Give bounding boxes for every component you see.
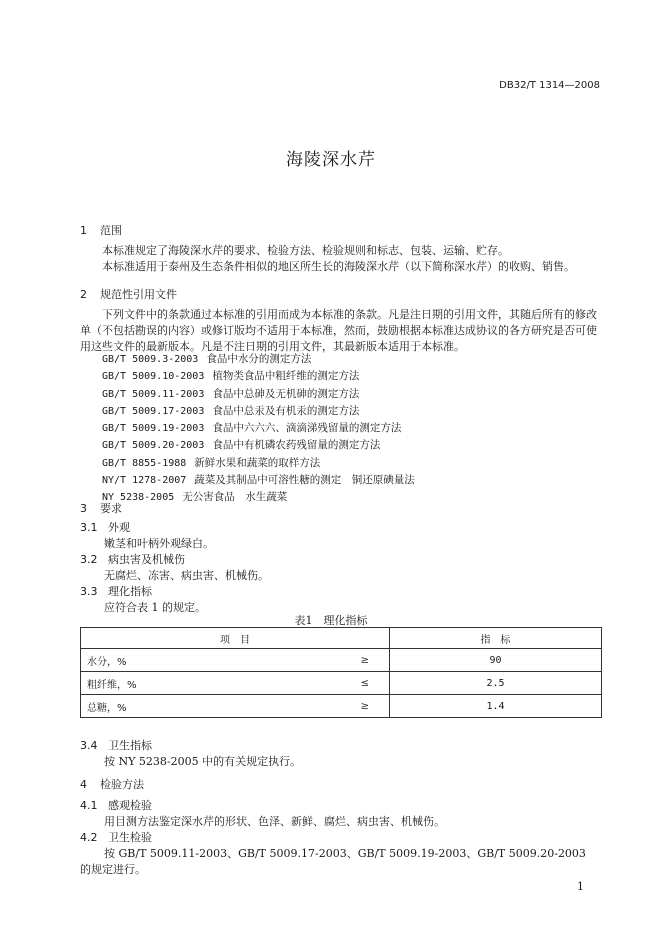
section-normative-references [80, 286, 600, 302]
subsection-text: 嫩茎和叶柄外观绿白。 [104, 537, 214, 550]
section-heading [80, 500, 600, 516]
document-title: 海陵深水芹 [286, 150, 376, 170]
reference-item [80, 437, 600, 454]
reference-code: GB/T 5009.20-2003 [102, 440, 205, 452]
section-number: 1 [80, 224, 87, 237]
reference-name: 食品中水分的测定方法 [206, 353, 312, 365]
paragraph: 本标准适用于泰州及生态条件相似的地区所生长的海陵深水芹（以下简称深水芹）的收购、销售。 [102, 260, 575, 273]
reference-code: NY 5238-2005 [102, 492, 175, 504]
reference-name: 无公害食品 水生蔬菜 [182, 491, 288, 504]
reference-code: GB/T 5009.19-2003 [102, 423, 205, 435]
column-header-value: 指 标 [390, 628, 602, 649]
reference-item [80, 368, 600, 385]
table-header-row [81, 628, 602, 649]
cell-name: 粗纤维，% [81, 672, 334, 695]
subsection-number: 4.1 [80, 799, 98, 812]
subsection-heading [80, 584, 600, 600]
subsection-number: 3.4 [80, 739, 98, 752]
cell-value: 2.5 [390, 672, 602, 695]
section-title: 规范性引用文件 [100, 288, 177, 301]
reference-code: GB/T 5009.3-2003 [102, 354, 199, 365]
reference-code: GB/T 5009.10-2003 [102, 371, 205, 383]
subsection-hygiene [80, 738, 600, 770]
section-heading [80, 776, 600, 792]
page-number: 1 [577, 880, 584, 893]
subsection-title: 病虫害及机械伤 [108, 553, 185, 566]
subsection-title: 理化指标 [108, 585, 152, 598]
subsection-number: 3.3 [80, 585, 98, 598]
paragraph: 下列文件中的条款通过本标准的引用而成为本标准的条款。凡是注日期的引用文件，其随后所有的修改单（不包括勘误的内容）或修订版均不适用于本标准，然而，鼓励根据本标准达成协议的各方研究是否可使用这些文件的最新版本。凡是不注日期的引用文件，其最新版本适用于本标准。 [80, 308, 597, 353]
section-test-methods [80, 776, 600, 792]
subsection-heading [80, 738, 600, 754]
subsection-text: 按 NY 5238-2005 中的有关规定执行。 [104, 755, 302, 768]
reference-code: NY/T 1278-2007 [102, 475, 187, 487]
cell-value: 90 [390, 649, 602, 672]
column-header-item: 项 目 [81, 628, 390, 649]
cell-operator: ≥ [333, 649, 390, 672]
reference-item [80, 472, 600, 489]
reference-name: 食品中六六六、滴滴涕残留量的测定方法 [212, 422, 402, 435]
table-row [81, 695, 602, 718]
reference-code: GB/T 5009.11-2003 [102, 388, 205, 400]
subsection-text: 无腐烂、冻害、病虫害、机械伤。 [104, 569, 269, 582]
section-heading [80, 222, 600, 238]
subsection-heading [80, 520, 600, 536]
section-requirements [80, 500, 600, 516]
cell-name: 水分，% [81, 649, 334, 672]
section-title: 范围 [100, 224, 122, 237]
section-number: 3 [80, 502, 87, 515]
subsection-heading [80, 798, 600, 814]
reference-item [80, 386, 600, 403]
reference-name: 食品中总汞及有机汞的测定方法 [212, 404, 360, 417]
reference-list [80, 351, 600, 507]
subsection-title: 感观检验 [108, 799, 152, 812]
subsection-title: 卫生检验 [108, 831, 152, 844]
subsection-number: 3.2 [80, 553, 98, 566]
reference-code: GB/T 8855-1988 [102, 457, 187, 469]
reference-item [80, 351, 600, 368]
section-scope [80, 222, 600, 238]
cell-value: 1.4 [390, 695, 602, 718]
cell-name: 总糖，% [81, 695, 334, 718]
paragraph: 本标准规定了海陵深水芹的要求、检验方法、检验规则和标志、包装、运输、贮存。 [102, 244, 509, 257]
reference-code: GB/T 5009.17-2003 [102, 405, 205, 417]
subsection-number: 3.1 [80, 521, 98, 534]
reference-name: 食品中有机磷农药残留量的测定方法 [212, 439, 381, 452]
scope-body [80, 243, 600, 275]
cell-operator: ≤ [333, 672, 390, 695]
table-row [81, 649, 602, 672]
table-row [81, 672, 602, 695]
section-heading [80, 286, 600, 302]
requirements-subsections [80, 520, 600, 616]
reference-name: 新鲜水果和蔬菜的取样方法 [194, 456, 321, 469]
reference-item [80, 403, 600, 420]
section-title: 检验方法 [100, 778, 144, 791]
section-number: 2 [80, 288, 87, 301]
standard-code: DB32/T 1314—2008 [499, 80, 600, 91]
reference-name: 蔬菜及其制品中可溶性糖的测定 铜还原碘量法 [194, 474, 415, 487]
section-number: 4 [80, 778, 87, 791]
physicochemical-table [80, 627, 602, 718]
subsection-text: 应符合表 1 的规定。 [104, 601, 206, 614]
subsection-number: 4.2 [80, 831, 98, 844]
subsection-text: 用目测方法鉴定深水芹的形状、色泽、新鲜、腐烂、病虫害、机械伤。 [104, 815, 445, 828]
reference-name: 食品中总砷及无机砷的测定方法 [212, 387, 360, 400]
subsection-heading [80, 830, 600, 846]
subsection-heading [80, 552, 600, 568]
reference-item [80, 455, 600, 472]
test-methods-subsections [80, 798, 600, 878]
section-title: 要求 [100, 502, 122, 515]
subsection-title: 卫生指标 [108, 739, 152, 752]
reference-name: 植物类食品中粗纤维的测定方法 [212, 370, 360, 383]
cell-operator: ≥ [333, 695, 390, 718]
references-intro [80, 307, 600, 355]
reference-item [80, 420, 600, 437]
table-caption: 表1 理化指标 [294, 614, 368, 627]
subsection-title: 外观 [108, 521, 130, 534]
subsection-text: 按 GB/T 5009.11-2003、GB/T 5009.17-2003、GB/T 5009.19-2003、GB/T 5009.20-2003 的规定进行。 [80, 847, 586, 876]
